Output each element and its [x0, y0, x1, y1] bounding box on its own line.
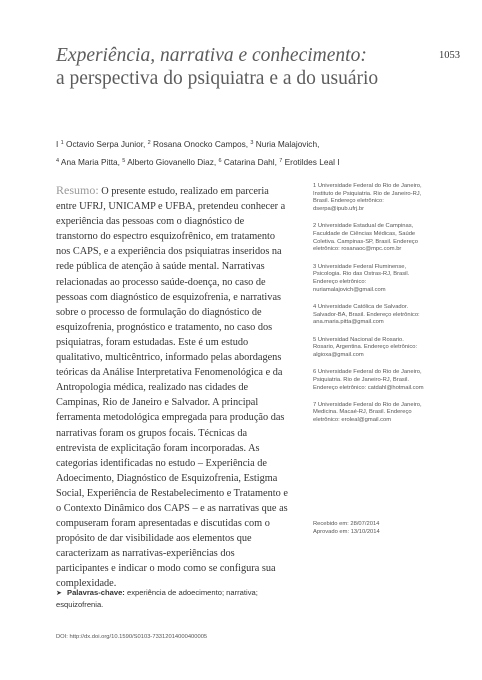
author-3: $^3$ Nuria Malajovich, [250, 139, 320, 149]
affiliation-6: 6 Universidade Federal do Rio de Janeiro, Psiquiatria. Rio de Janeiro-RJ, Brasil. Endereço eletrônico: catdahl@hotmail.com [313, 369, 424, 391]
keywords [56, 587, 288, 610]
affiliation-3: 3 Universidade Federal Fluminense, Psicologia. Rio das Ostras-RJ, Brasil. Endereço eletrônico: nuriamalajovich@gmail.com [313, 263, 410, 293]
author-4: $^4$ Ana Maria Pitta, [56, 157, 120, 167]
keywords-label: Palavras-chave: [67, 588, 125, 597]
author-separator-end: I [337, 157, 340, 167]
author-7: $^7$ Erotildes Leal [279, 157, 335, 167]
affiliations [313, 183, 425, 434]
abstract-text: O presente estudo, realizado em parceria entre UFRJ, UNICAMP e UFBA, pretendeu conhecer a experiência das pessoas com o diagnóstico de transtorno do espectro esquizofrênico, em tratamento nos CAPS, e a experiência dos psiquiatras inseridos na rede pública de atenção à saúde mental. Narrativas relacionadas ao processo saúde-doença, no caso de pessoas com diagnóstico de esquizofrenia, e narrativas sobre o processo de formulação do diagnóstico de esquizofrenia, prognóstico e tratamento, no caso dos psiquiatras, foram estudadas. Este é um estudo qualitativo, multicêntrico, informado pelas abordagens teóricas da Análise Interpretativa Fenomenológica e da Antropologia médica, realizado nas cidades de Campinas, Rio de Janeiro e Salvador. A principal ferramenta metodológica empregada para produção das narrativas foram os grupos focais. Técnicas da entrevista de explicitação foram incorporadas. As categorias identificadas no estudo – Experiência de Adoecimento, Diagnóstico de Esquizofrenia, Estigma Social, Experiência de Restabelecimento e Tratamento e o Contexto Dinâmico dos CAPS – e as narrativas que as compuseram foram apresentadas e discutidas com o propósito de dar visibilidade aos elementos que caracterizam as narrativas-experiências dos participantes e indicar o modo como se configura sua complexidade. [56, 186, 288, 590]
author-list [56, 135, 426, 171]
author-6: $^6$ Catarina Dahl, [218, 157, 277, 167]
title-main: Experiência, narrativa e conhecimento: [56, 45, 367, 66]
author-2: $^2$ Rosana Onocko Campos, [147, 139, 249, 149]
author-1: $^1$ Octavio Serpa Junior, [60, 139, 146, 149]
keywords-text: experiência de adoecimento; narrativa; esquizofrenia. [56, 588, 258, 609]
article-title [56, 44, 426, 90]
title-subtitle: a perspectiva do psiquiatra e a do usuário [56, 68, 379, 89]
abstract [56, 183, 288, 592]
page-number: 1053 [439, 50, 460, 61]
received-date: Recebido em: 28/07/2014 [313, 521, 380, 527]
affiliation-1: 1 Universidade Federal do Rio de Janeiro, Instituto de Psiquiatria. Rio de Janeiro-RJ, Brasil. Endereço eletrônico: dserpa@ipub.ufrj.br [313, 183, 422, 213]
arrow-right-icon: ➤ [56, 590, 62, 597]
affiliation-5: 5 Universidad Nacional de Rosario. Rosario, Argentina. Endereço eletrônico: algioxa@gmail.com [313, 336, 418, 358]
doi-link[interactable]: DOI: http://dx.doi.org/10.1590/S0103-73312014000400005 [56, 634, 208, 640]
affiliation-7: 7 Universidade Federal do Rio de Janeiro, Medicina. Macaé-RJ, Brasil. Endereço eletrônico: eroleal@gmail.com [313, 401, 422, 424]
affiliation-4: 4 Universidade Católica de Salvador. Salvador-BA, Brasil. Endereço eletrônico: ana.maria.pitta@gmail.com [313, 303, 420, 326]
submission-dates [313, 520, 433, 536]
author-separator: I [56, 139, 59, 149]
author-5: $^5$ Alberto Giovanello Diaz, [122, 157, 217, 167]
approved-date: Aprovado em: 13/10/2014 [313, 529, 380, 535]
abstract-label: Resumo: [56, 183, 99, 197]
affiliation-2: 2 Universidade Estadual de Campinas, Faculdade de Ciências Médicas, Saúde Coletiva. Campinas-SP, Brasil. Endereço eletrônico: rosanaoc@mpc.com.br [313, 223, 418, 253]
